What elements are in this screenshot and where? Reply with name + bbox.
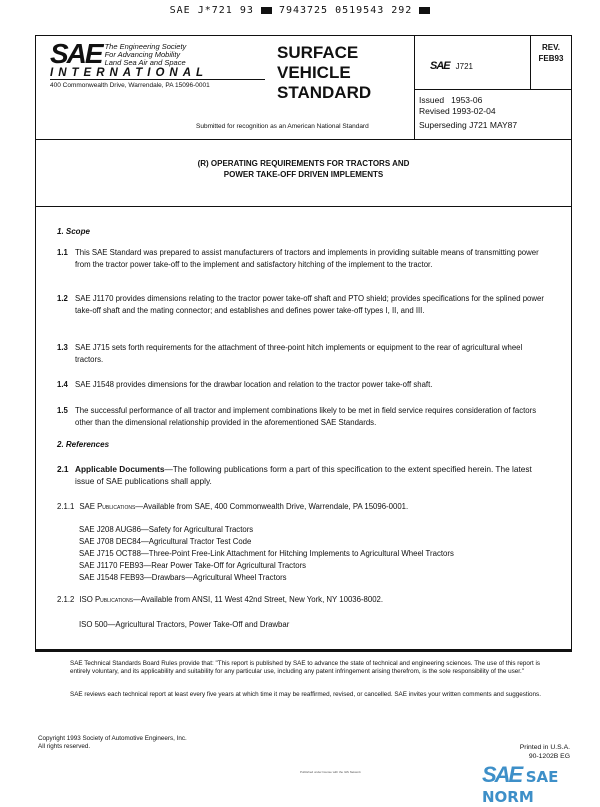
reference-item: SAE J208 AUG86—Safety for Agricultural Tractors (79, 525, 254, 534)
para-head: Applicable Documents (75, 464, 165, 474)
scan-code-left: SAE J*721 93 (169, 5, 254, 16)
tagline (105, 43, 187, 67)
std-line: STANDARD (277, 83, 372, 102)
address: 400 Commonwealth Drive, Warrendale, PA 15096-0001 (50, 82, 210, 89)
doc-number (430, 60, 473, 72)
para-num: 1.1 (57, 248, 68, 257)
watermark-text: SAE NORM (482, 768, 559, 806)
divider (414, 89, 572, 90)
divider (36, 139, 571, 140)
tagline-line: For Advancing Mobility (104, 50, 181, 59)
tagline-line: The Engineering Society (104, 42, 187, 51)
copyright-line: Copyright 1993 Society of Automotive Engineers, Inc. (38, 735, 187, 742)
para-1-5 (57, 405, 547, 428)
title-line: (R) OPERATING REQUIREMENTS FOR TRACTORS AND (197, 159, 410, 168)
para-1-1 (57, 247, 547, 270)
copyright (38, 735, 528, 751)
rights-line: All rights reserved. (38, 743, 91, 750)
reference-item: SAE J715 OCT88—Three-Point Free-Link Attachment for Hitching Implements to Agricultural Wheel Tractors (79, 549, 454, 558)
divider (530, 36, 531, 89)
international-label: INTERNATIONAL (50, 67, 265, 80)
para-num: 2.1 (57, 464, 69, 474)
superseding: Superseding J721 MAY87 (419, 120, 518, 130)
reference-item: SAE J708 DEC84—Agricultural Tractor Test Code (79, 537, 252, 546)
printed: Printed in U.S.A. (519, 744, 570, 751)
barcode-block (419, 7, 430, 14)
para-text: —Available from ANSI, 11 West 42nd Street, New York, NY 10036-8002. (133, 595, 384, 604)
para-num: 1.2 (57, 294, 68, 303)
board-rules: SAE Technical Standards Board Rules provide that: "This report is published by SAE to advance the state of technical and engineering sciences. The use of this report is entirely voluntary, and its applicability and suitability for any particular use, including any patent infringement arising therefrom, is the sole responsibility of the user." (70, 660, 540, 675)
issue-dates (419, 95, 496, 117)
para-1-4 (57, 379, 547, 391)
para-num: 2.1.2 (57, 595, 75, 604)
sae-small-logo: SAE (430, 60, 450, 72)
para-2-1 (57, 464, 547, 487)
para-num: 2.1.1 (57, 502, 75, 511)
para-text: The successful performance of all tractor and implement combinations likely to be met in field service requires consideration of factors other than the dimensional relationship provided in the aforementioned SAE Standards. (75, 406, 537, 427)
para-2-1-2 (57, 594, 567, 606)
scan-code-mid: 7943725 0519543 292 (278, 5, 413, 16)
tagline-line: Land Sea Air and Space (104, 58, 186, 67)
sae-watermark-logo: SAE (482, 762, 522, 787)
para-1-3 (57, 342, 547, 365)
rev-value: FEB93 (538, 54, 564, 63)
document-title (35, 158, 572, 180)
standard-type (277, 43, 371, 103)
barcode-block (261, 7, 272, 14)
para-text: This SAE Standard was prepared to assist manufacturers of tractors and implements in providing suitable means of transmitting power from the tractor power take-off to the implement and satisfactory hitching of the implement to the tractor. (75, 248, 539, 269)
para-text: SAE J1170 provides dimensions relating to the tractor power take-off shaft and PTO shield; provides specifications for the splined power take-off shaft and the mating connector; and establishes and defines power take-off types I, II, and III. (75, 294, 544, 315)
sae-logo (50, 38, 290, 89)
revised: Revised 1993-02-04 (419, 106, 496, 116)
para-text: SAE J1548 provides dimensions for the drawbar location and relation to the tractor power take-off shaft. (75, 380, 433, 389)
submitted-note: Submitted for recognition as an American National Standard (196, 123, 369, 130)
sae-norm-watermark (482, 762, 600, 807)
reference-item: SAE J1170 FEB93—Rear Power Take-Off for Agricultural Tractors (79, 561, 307, 570)
para-head: ISO Publications (79, 595, 134, 604)
sae-logo-mark: SAE (50, 38, 102, 69)
issued: Issued 1953-06 (419, 95, 483, 105)
divider (36, 206, 571, 207)
para-num: 1.5 (57, 406, 68, 415)
reference-item: ISO 500—Agricultural Tractors, Power Take-Off and Drawbar (79, 620, 290, 629)
print-info (470, 743, 570, 761)
std-line: SURFACE (277, 43, 359, 62)
scan-code (0, 5, 600, 16)
doc-number-value: J721 (455, 62, 473, 71)
reference-item: SAE J1548 FEB93—Drawbars—Agricultural Wheel Tractors (79, 573, 287, 582)
review-note: SAE reviews each technical report at least every five years at which time it may be reaffirmed, revised, or cancelled. SAE invites your written comments and suggestions. (70, 691, 541, 698)
divider (414, 36, 415, 139)
section-references: 2. References (57, 440, 110, 449)
para-num: 1.3 (57, 343, 68, 352)
rev-label: REV. (542, 43, 560, 52)
title-line: POWER TAKE-OFF DRIVEN IMPLEMENTS (223, 170, 384, 179)
sae-reference-list (79, 524, 454, 584)
std-line: VEHICLE (277, 63, 351, 82)
para-head: SAE Publications (79, 502, 136, 511)
para-num: 1.4 (57, 380, 68, 389)
revision (532, 42, 570, 64)
para-2-1-1 (57, 501, 567, 513)
para-text: —The following publications form a part of this specification to the extent specified herein. The latest issue of SAE publications shall apply. (75, 464, 532, 486)
para-text: —Available from SAE, 400 Commonwealth Drive, Warrendale, PA 15096-0001. (135, 502, 409, 511)
section-scope: 1. Scope (57, 227, 90, 236)
license-note: Published under license with the IHS Network (300, 770, 361, 774)
print-code: 90-1202B EG (528, 753, 570, 760)
para-1-2 (57, 293, 547, 316)
para-text: SAE J715 sets forth requirements for the attachment of three-point hitch implements or equipment to the rear of agricultural wheel tractors. (75, 343, 523, 364)
